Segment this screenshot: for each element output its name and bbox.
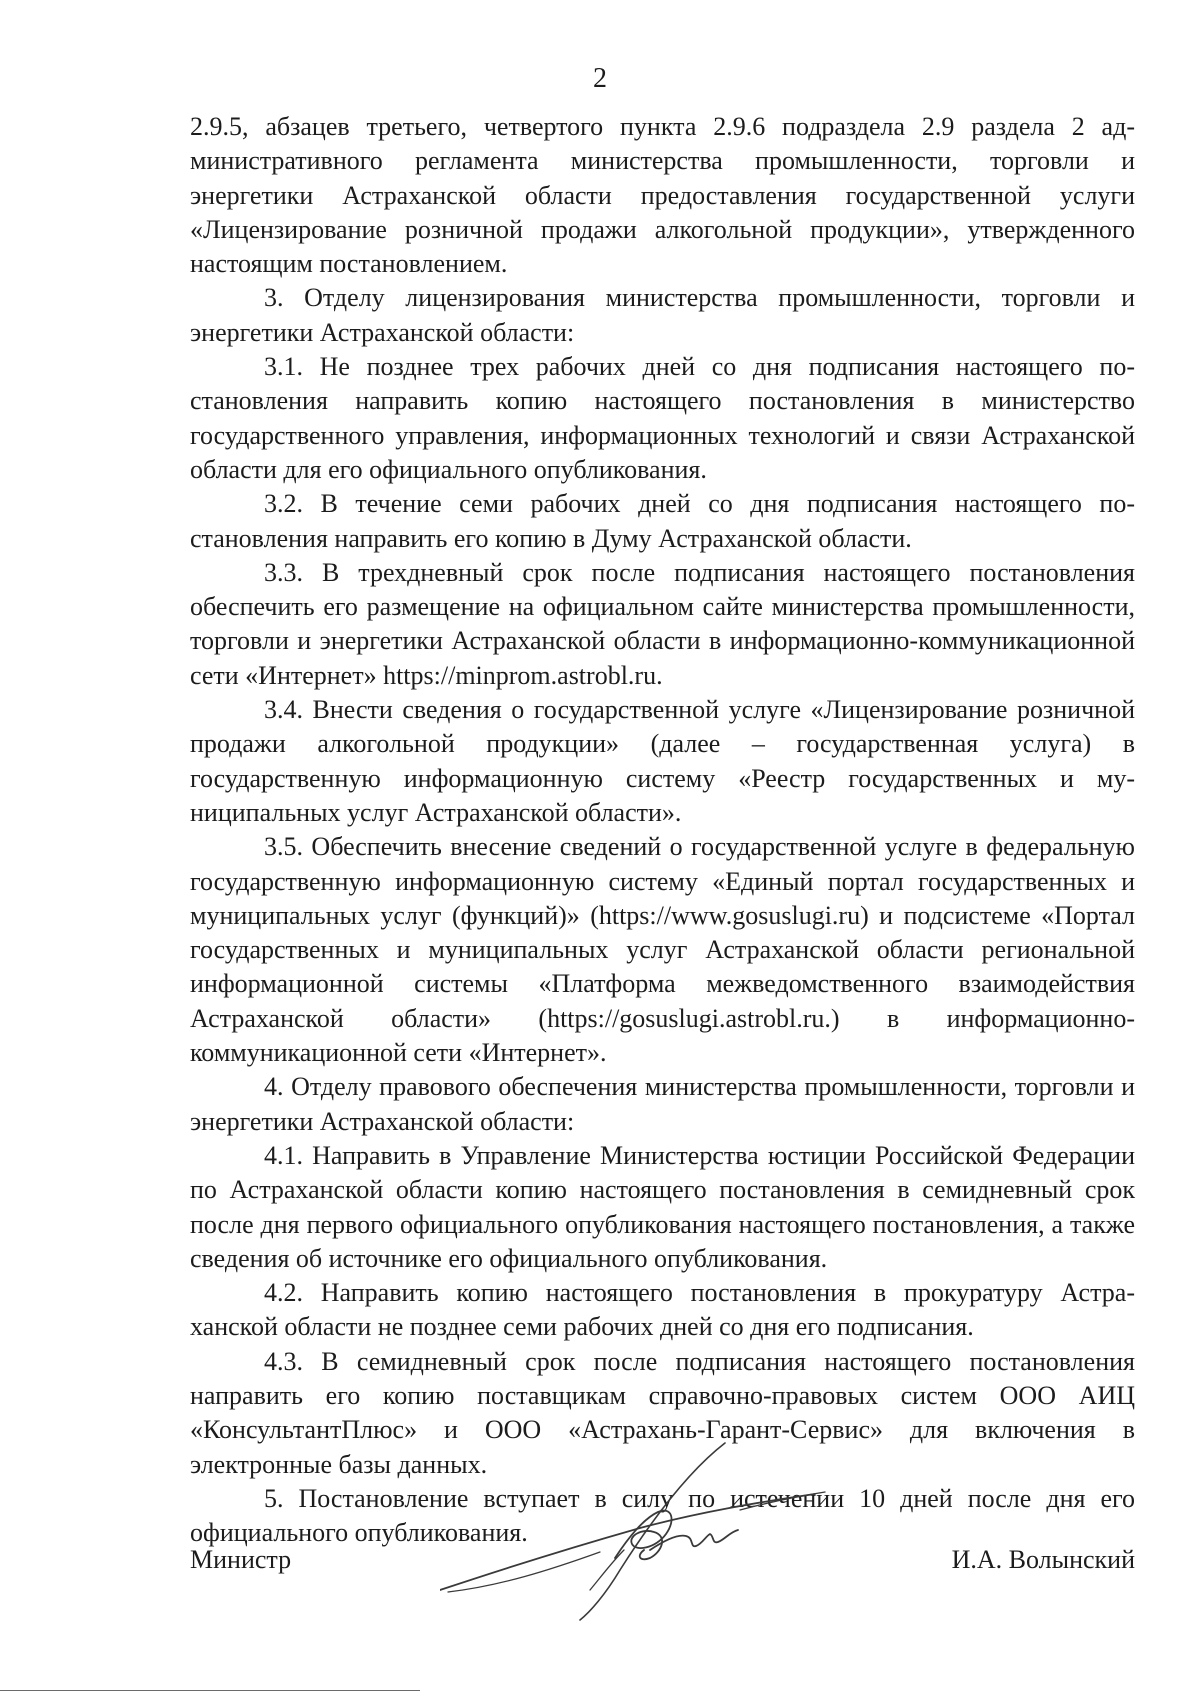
document-paragraph: 4.1. Направить в Управление Министерства юстиции Российской Федерации по Астраханской области копию настоящего постановления в семидневный срок после дня первого официального опубликования настоящего постановления, а также сведения об источнике его официального опубликования. <box>190 1140 1135 1273</box>
page-bottom-rule <box>0 1690 420 1691</box>
signature-block <box>190 1543 1135 1583</box>
page-number: 2 <box>593 63 607 94</box>
handwritten-signature <box>440 1440 880 1630</box>
document-paragraph: 2.9.5, абзацев третьего, четвертого пункта 2.9.6 подраздела 2.9 раздела 2 административного регламента министерства промышленности, торговли и энергетики Астраханской области предоставления государственной услуги «Лицензирование розничной продажи алкогольной продукции», утвержденного настоящим постановлением. <box>190 112 1135 279</box>
signatory-position: Министр <box>190 1545 292 1574</box>
document-paragraph: 3.3. В трехдневный срок после подписания настоящего постановления обеспечить его размещение на официальном сайте министерства промышленности, торговли и энергетики Астраханской области в информационно-коммуникационной сети «Интернет» https://minprom.astrobl.ru. <box>190 557 1135 690</box>
document-paragraph: 3.4. Внести сведения о государственной услуге «Лицензирование розничной продажи алкогольной продукции» (далее – государственная услуга) в государственную информационную систему «Реестр государственных и муниципальных услуг Астраханской области». <box>190 695 1135 827</box>
document-paragraph: 3.2. В течение семи рабочих дней со дня подписания настоящего постановления направить его копию в Думу Астраханской области. <box>190 489 1135 553</box>
document-paragraph: 3.1. Не позднее трех рабочих дней со дня подписания настоящего постановления направить копию настоящего постановления в министерство государственного управления, информационных технологий и связи Астраханской области для его официального опубликования. <box>190 352 1135 484</box>
signatory-name: И.А. Волынский <box>951 1545 1135 1574</box>
document-paragraph: 4.3. В семидневный срок после подписания настоящего постановления направить его копию поставщикам справочно-правовых систем ООО АИЦ «КонсультантПлюс» и ООО «Астрахань-Гарант-Сервис» для включения в электронные базы данных. <box>190 1346 1135 1479</box>
document-body <box>190 110 1135 1550</box>
document-paragraph: 3.5. Обеспечить внесение сведений о государственной услуге в федеральную государственную информационную систему «Единый портал государственных и муниципальных услуг (функций)» (https://www.gosuslugi.ru) и подсистеме «Портал государственных и муниципальных услуг Астраханской области региональной информационной системы «Платформа межведомственного взаимодействия Астраханской области» (https://gosuslugi.astrobl.ru.) в информационно-коммуникационной сети «Интернет». <box>190 832 1135 1068</box>
document-paragraph: 5. Постановление вступает в силу по истечении 10 дней после дня его официального опубликования. <box>190 1483 1135 1548</box>
document-paragraph: 4.2. Направить копию настоящего постановления в прокуратуру Астраханской области не позднее семи рабочих дней со дня его подписания. <box>190 1278 1135 1342</box>
document-paragraph: 3. Отделу лицензирования министерства промышленности, торговли и энергетики Астраханской области: <box>190 283 1135 347</box>
document-paragraph: 4. Отделу правового обеспечения министерства промышленности, торговли и энергетики Астраханской области: <box>190 1072 1135 1136</box>
